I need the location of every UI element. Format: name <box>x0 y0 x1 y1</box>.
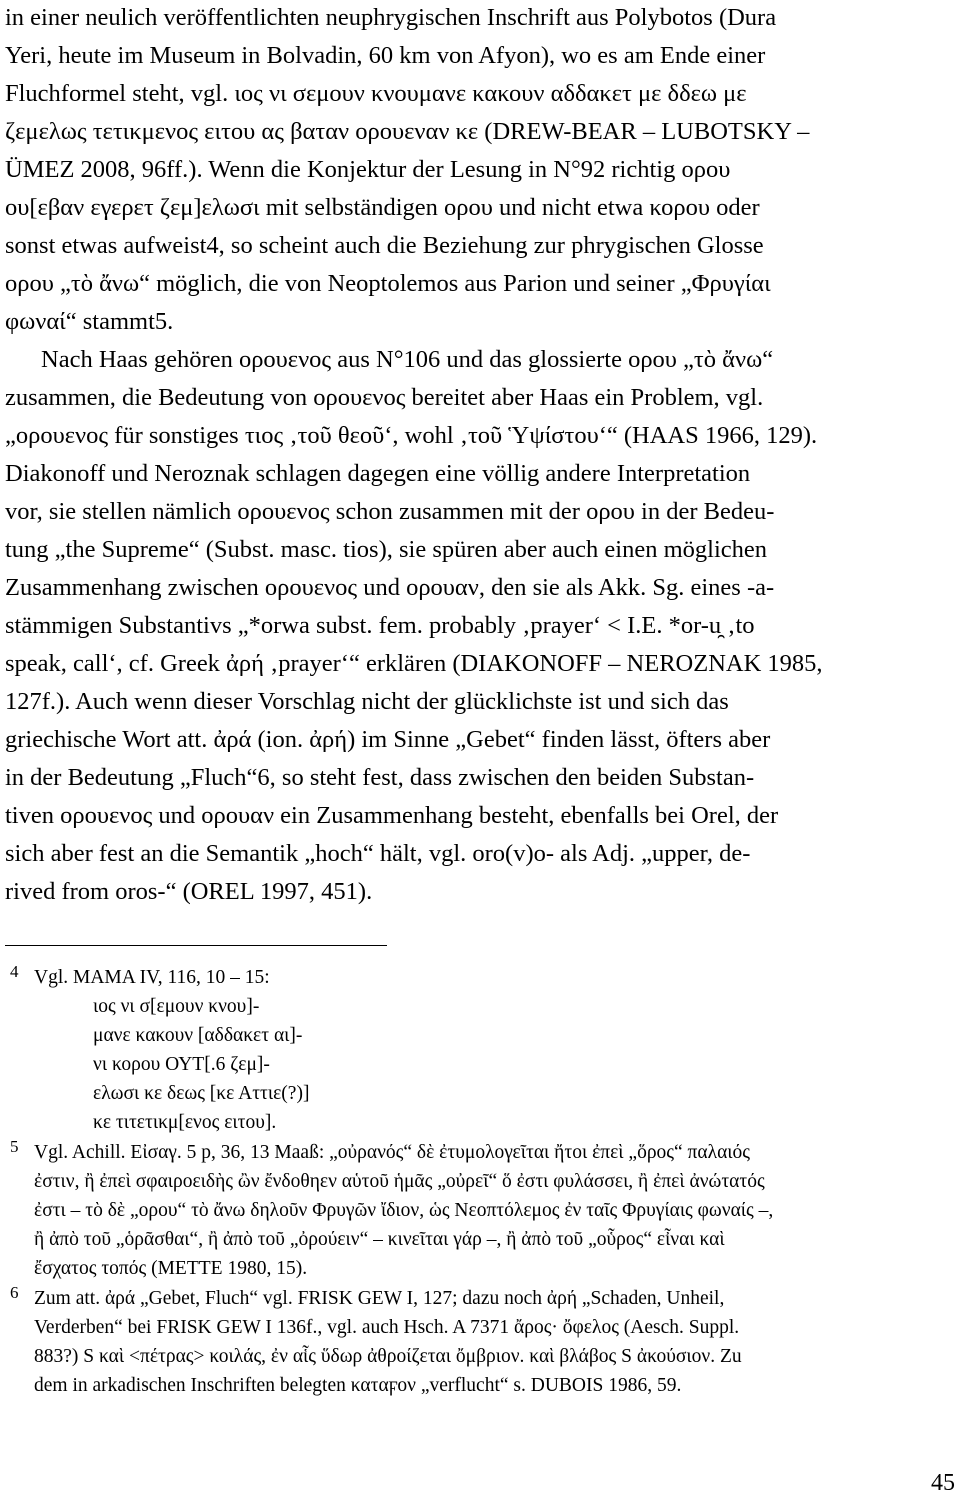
body-line: ÜMEZ 2008, 96ff.). Wenn die Konjektur der Lesung in N°92 richtig ορου <box>5 156 731 183</box>
footnote-separator <box>5 945 387 946</box>
body-line: Diakonoff und Neroznak schlagen dagegen eine völlig andere Interpretation <box>5 460 751 487</box>
body-line: ορου „τὸ ἄνω“ möglich, die von Neoptolemos aus Parion und seiner „Φρυγίαι <box>5 270 771 297</box>
body-line: rived from oros-“ (OREL 1997, 451). <box>5 878 373 905</box>
footnote-line: 883?) S καὶ <πέτρας> κοιλάς, ἐν αἷς ὕδωρ ἀθροίζεται ὄμβριον. καὶ βλάβος S ἀκούσιον. Zu <box>34 1346 742 1367</box>
body-line: in der Bedeutung „Fluch“6, so steht fest, dass zwischen den beiden Substan- <box>5 764 755 791</box>
footnote-line: ἐστι – τὸ δὲ „ορου“ τὸ ἄνω δηλοῦν Φρυγῶν ἴδιον, ὡς Νεοπτόλεμος ἐν ταῖς Φρυγίαις φωναίς –, <box>34 1200 774 1221</box>
footnote-line: Vgl. MAMA IV, 116, 10 – 15: <box>34 967 270 988</box>
body-line: ζεμελως τετικμενος ειτου ας βαταν ορουεναν κε (DREW-BEAR – LUBOTSKY – <box>5 118 810 145</box>
body-line: griechische Wort att. ἀρά (ion. ἀρή) im Sinne „Gebet“ finden lässt, öfters aber <box>5 726 771 753</box>
body-line: Fluchformel steht, vgl. ιος νι σεμουν κνουμανε κακουν αδδακετ με δδεω με <box>5 80 747 107</box>
footnote-line: Vgl. Achill. Εἰσαγ. 5 p, 36, 13 Maaß: „οὐρανός“ δὲ ἐτυμολογεῖται ἤτοι ἐπεὶ „ὅρος“ παλαιός <box>34 1142 751 1163</box>
body-line: zusammen, die Bedeutung von ορουενος bereitet aber Haas ein Problem, vgl. <box>5 384 764 411</box>
body-line: „ορουενος für sonstiges τιος ‚τοῦ θεοῦ‘, wohl ‚τοῦ Ὑψίστου‘“ (HAAS 1966, 129). <box>5 422 818 449</box>
footnote-line: Zum att. ἀρά „Gebet, Fluch“ vgl. FRISK GEW I, 127; dazu noch ἀρή „Schaden, Unheil, <box>34 1288 725 1309</box>
body-line: in einer neulich veröffentlichten neuphrygischen Inschrift aus Polybotos (Dura <box>5 4 777 31</box>
footnote-line: ιος νι σ[εμουν κνου]- <box>93 996 260 1017</box>
footnote-line: νι κορου ΟΥΤ[.6 ζεμ]- <box>93 1054 270 1075</box>
body-line: tiven ορουενος und ορουαν ein Zusammenhang besteht, ebenfalls bei Orel, der <box>5 802 779 829</box>
footnote-number: 6 <box>10 1283 19 1302</box>
footnote-line: dem in arkadischen Inschriften belegten καταϝον „verflucht“ s. DUBOIS 1986, 59. <box>34 1375 682 1396</box>
footnote-number: 4 <box>10 962 19 981</box>
body-line: 127f.). Auch wenn dieser Vorschlag nicht der glücklichste ist und sich das <box>5 688 729 715</box>
footnote-line: Verderben“ bei FRISK GEW I 136f., vgl. auch Hsch. A 7371 ἄρος· ὄφελος (Aesch. Suppl. <box>34 1317 740 1338</box>
body-line: φωναί“ stammt5. <box>5 308 174 335</box>
body-line: Yeri, heute im Museum in Bolvadin, 60 km von Afyon), wo es am Ende einer <box>5 42 766 69</box>
body-line: vor, sie stellen nämlich ορουενος schon zusammen mit der ορου in der Bedeu- <box>5 498 775 525</box>
footnote-line: ἔσχατος τοπός (METTE 1980, 15). <box>34 1258 308 1279</box>
footnote-line: ἢ ἀπὸ τοῦ „ὁρᾶσθαι“, ἢ ἀπὸ τοῦ „ὀρούειν“ – κινεῖται γάρ –, ἢ ἀπὸ τοῦ „οὗρος“ εἶναι καὶ <box>34 1229 725 1250</box>
page-number: 45 <box>931 1470 955 1496</box>
body-line: Nach Haas gehören ορουενος aus N°106 und das glossierte ορου „τὸ ἄνω“ <box>41 346 774 373</box>
body-line: stämmigen Substantivs „*orwa subst. fem. probably ‚prayer‘ < I.E. *or-u̯ ‚to <box>5 612 755 639</box>
body-line: speak, call‘, cf. Greek ἀρή ‚prayer‘“ erklären (DIAKONOFF – NEROZNAK 1985, <box>5 650 823 677</box>
body-line: Zusammenhang zwischen ορουενος und ορουαν, den sie als Akk. Sg. eines -a- <box>5 574 775 601</box>
footnote-line: ἐστιν, ἢ ἐπεὶ σφαιροειδὴς ὢν ἔνδοθηεν αὑτοῦ ἡμᾶς „οὐρεῖ“ ὅ ἐστι φυλάσσει, ἢ ἐπεὶ ἀνώτατός <box>34 1171 765 1192</box>
body-line: ου[εβαν εγερετ ζεμ]ελωσι mit selbständigen ορου und nicht etwa κορου oder <box>5 194 760 221</box>
body-line: tung „the Supreme“ (Subst. masc. tios), sie spüren aber auch einen möglichen <box>5 536 768 563</box>
body-line: sich aber fest an die Semantik „hoch“ hält, vgl. oro(v)o- als Adj. „upper, de- <box>5 840 751 867</box>
footnote-line: κε τιτετικμ[ενος ειτου]. <box>93 1112 277 1133</box>
footnote-line: ελωσι κε δεως [κε Αττιε(?)] <box>93 1083 310 1104</box>
footnote-number: 5 <box>10 1137 19 1156</box>
footnote-line: μανε κακουν [αδδακετ αι]- <box>93 1025 303 1046</box>
body-line: sonst etwas aufweist4, so scheint auch die Beziehung zur phrygischen Glosse <box>5 232 764 259</box>
